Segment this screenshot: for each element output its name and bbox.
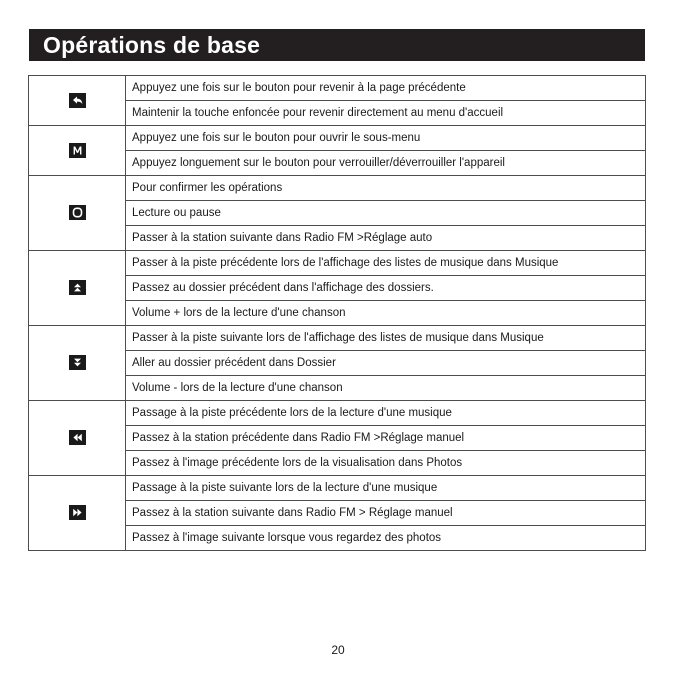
double-chevron-down-icon	[69, 355, 86, 370]
table-row	[29, 176, 646, 201]
description-cell: Lecture ou pause	[126, 201, 646, 226]
description-cell: Pour confirmer les opérations	[126, 176, 646, 201]
table-row	[29, 326, 646, 351]
button-cell	[29, 176, 126, 251]
description-cell: Passer à la piste suivante lors de l'affichage des listes de musique dans Musique	[126, 326, 646, 351]
description-cell: Maintenir la touche enfoncée pour revenir directement au menu d'accueil	[126, 101, 646, 126]
button-cell	[29, 76, 126, 126]
description-cell: Passer à la station suivante dans Radio FM >Réglage auto	[126, 226, 646, 251]
description-cell: Passage à la piste suivante lors de la lecture d'une musique	[126, 476, 646, 501]
table-row	[29, 126, 646, 151]
button-cell	[29, 251, 126, 326]
table-row	[29, 401, 646, 426]
description-cell: Passez à l'image précédente lors de la visualisation dans Photos	[126, 451, 646, 476]
description-cell: Passez à la station précédente dans Radio FM >Réglage manuel	[126, 426, 646, 451]
button-cell	[29, 401, 126, 476]
ok-circle-icon	[69, 205, 86, 220]
description-cell: Aller au dossier précédent dans Dossier	[126, 351, 646, 376]
description-cell: Passez à la station suivante dans Radio FM > Réglage manuel	[126, 501, 646, 526]
description-cell: Appuyez une fois sur le bouton pour ouvrir le sous-menu	[126, 126, 646, 151]
description-cell: Volume + lors de la lecture d'une chanson	[126, 301, 646, 326]
double-chevron-up-icon	[69, 280, 86, 295]
description-cell: Passer à la piste précédente lors de l'affichage des listes de musique dans Musique	[126, 251, 646, 276]
table-row	[29, 251, 646, 276]
page-title: Opérations de base	[43, 31, 261, 58]
fast-forward-icon	[69, 505, 86, 520]
m-menu-icon	[69, 143, 86, 158]
page-number: 20	[331, 643, 345, 657]
back-arrow-icon	[69, 93, 86, 108]
basic-operations-table	[28, 75, 646, 551]
description-cell: Passage à la piste précédente lors de la lecture d'une musique	[126, 401, 646, 426]
table-row	[29, 76, 646, 101]
description-cell: Passez au dossier précédent dans l'affichage des dossiers.	[126, 276, 646, 301]
description-cell: Appuyez longuement sur le bouton pour verrouiller/déverrouiller l'appareil	[126, 151, 646, 176]
description-cell: Volume - lors de la lecture d'une chanson	[126, 376, 646, 401]
rewind-icon	[69, 430, 86, 445]
description-cell: Passez à l'image suivante lorsque vous regardez des photos	[126, 526, 646, 551]
description-cell: Appuyez une fois sur le bouton pour revenir à la page précédente	[126, 76, 646, 101]
section-title-bar	[29, 29, 645, 61]
button-cell	[29, 326, 126, 401]
button-cell	[29, 476, 126, 551]
table-row	[29, 476, 646, 501]
button-cell	[29, 126, 126, 176]
